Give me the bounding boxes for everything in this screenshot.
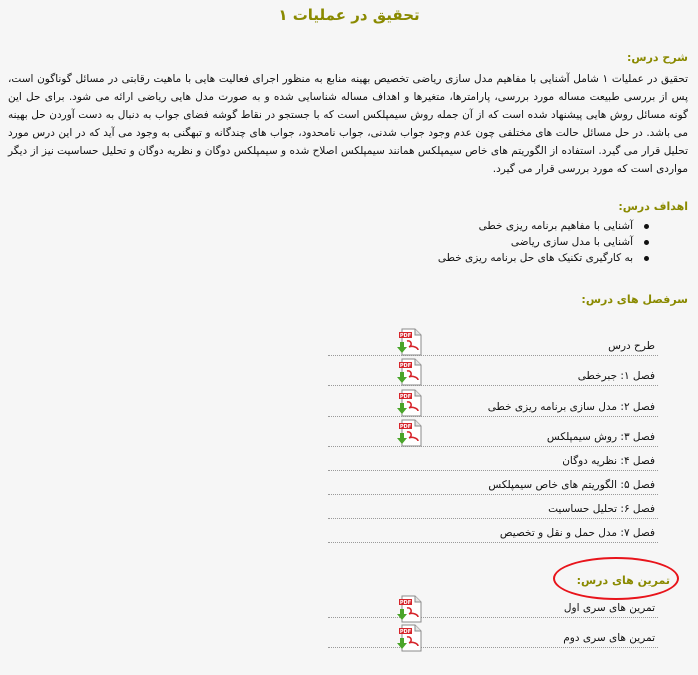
goal-item: آشنایی با مدل سازی ریاضی bbox=[438, 234, 653, 250]
syllabus-item-chapter-6[interactable] bbox=[328, 500, 658, 519]
syllabus-heading: سرفصل های درس: bbox=[581, 293, 688, 306]
description-text: تحقیق در عملیات ۱ شامل آشنایی با مفاهیم مدل سازی ریاضی تخصیص بهینه منابع به منظور اجرای فعالیت هایی با ماهیت رقابتی در مسائل گوناگون است، پس از بررسی طبیعت مساله مورد بررسی، پارامترها، متغیرها و اهداف مساله شناسایی شده و به صورت مدل هایی ریاضی ارائه می شود. برای حل این گونه مسائل روش هایی پیشنهاد شده است که از آن جمله روش سیمپلکس است که با جستجو در نقاط گوشه فضای جواب به دنبال به دست آوردن حل بهینه می باشد. در حل مسائل حالت های مختلفی چون عدم وجود جواب شدنی، جواب نامحدود، جواب های چندگانه و تبهگنی به وجود می آید که در این درس مورد تحلیل قرار می گیرد. استفاده از الگوریتم های خاص سیمپلکس همانند سیمپلکس اصلاح شده و سیمپلکس دوگان و نظریه دوگان و تحلیل حساسیت نیز از دیگر مواردی است که مورد بررسی قرار می گیرد. bbox=[8, 73, 688, 175]
pdf-download-icon[interactable] bbox=[396, 419, 424, 447]
syllabus-item-label[interactable]: فصل ۴: نظریه دوگان bbox=[562, 455, 655, 467]
syllabus-item-chapter-7[interactable] bbox=[328, 524, 658, 543]
exercise-item-label[interactable]: تمرین های سری دوم bbox=[563, 632, 655, 644]
svg-text:PDF: PDF bbox=[399, 394, 412, 400]
pdf-download-icon[interactable] bbox=[396, 389, 424, 417]
pdf-download-icon[interactable] bbox=[396, 624, 424, 652]
pdf-download-icon[interactable] bbox=[396, 328, 424, 356]
syllabus-item-label[interactable]: فصل ۶: تحلیل حساسیت bbox=[548, 503, 655, 515]
goals-list bbox=[438, 218, 653, 266]
goals-heading: اهداف درس: bbox=[618, 200, 688, 213]
svg-text:PDF: PDF bbox=[399, 363, 412, 369]
syllabus-item-chapter-4[interactable] bbox=[328, 452, 658, 471]
syllabus-item-chapter-5[interactable] bbox=[328, 476, 658, 495]
syllabus-item-chapter-1[interactable] bbox=[328, 367, 658, 386]
description-heading: شرح درس: bbox=[627, 51, 688, 64]
svg-text:PDF: PDF bbox=[399, 333, 412, 339]
annotation-circle bbox=[553, 557, 679, 600]
syllabus-item-label[interactable]: فصل ۷: مدل حمل و نقل و تخصیص bbox=[499, 527, 655, 539]
syllabus-item-label[interactable]: فصل ۱: جبرخطی bbox=[577, 370, 655, 382]
goal-item: به کارگیری تکنیک های حل برنامه ریزی خطی bbox=[438, 250, 653, 266]
exercise-item-label[interactable]: تمرین های سری اول bbox=[563, 602, 655, 614]
syllabus-item-chapter-2[interactable] bbox=[328, 398, 658, 417]
syllabus-item-label[interactable]: فصل ۵: الگوریتم های خاص سیمپلکس bbox=[488, 479, 655, 491]
syllabus-item-chapter-3[interactable] bbox=[328, 428, 658, 447]
pdf-download-icon[interactable] bbox=[396, 595, 424, 623]
goal-item: آشنایی با مفاهیم برنامه ریزی خطی bbox=[438, 218, 653, 234]
syllabus-item-label[interactable]: طرح درس bbox=[608, 340, 655, 352]
svg-text:PDF: PDF bbox=[399, 629, 412, 635]
exercise-item-series-1[interactable] bbox=[328, 599, 658, 618]
svg-text:PDF: PDF bbox=[399, 424, 412, 430]
exercises-heading: تمرین های درس: bbox=[576, 574, 670, 587]
exercise-item-series-2[interactable] bbox=[328, 629, 658, 648]
syllabus-item-label[interactable]: فصل ۳: روش سیمپلکس bbox=[546, 431, 655, 443]
syllabus-item-course-plan[interactable] bbox=[328, 337, 658, 356]
syllabus-item-label[interactable]: فصل ۲: مدل سازی برنامه ریزی خطی bbox=[487, 401, 655, 413]
pdf-download-icon[interactable] bbox=[396, 358, 424, 386]
svg-text:PDF: PDF bbox=[399, 600, 412, 606]
page-title: تحقیق در عملیات ۱ bbox=[278, 6, 420, 24]
